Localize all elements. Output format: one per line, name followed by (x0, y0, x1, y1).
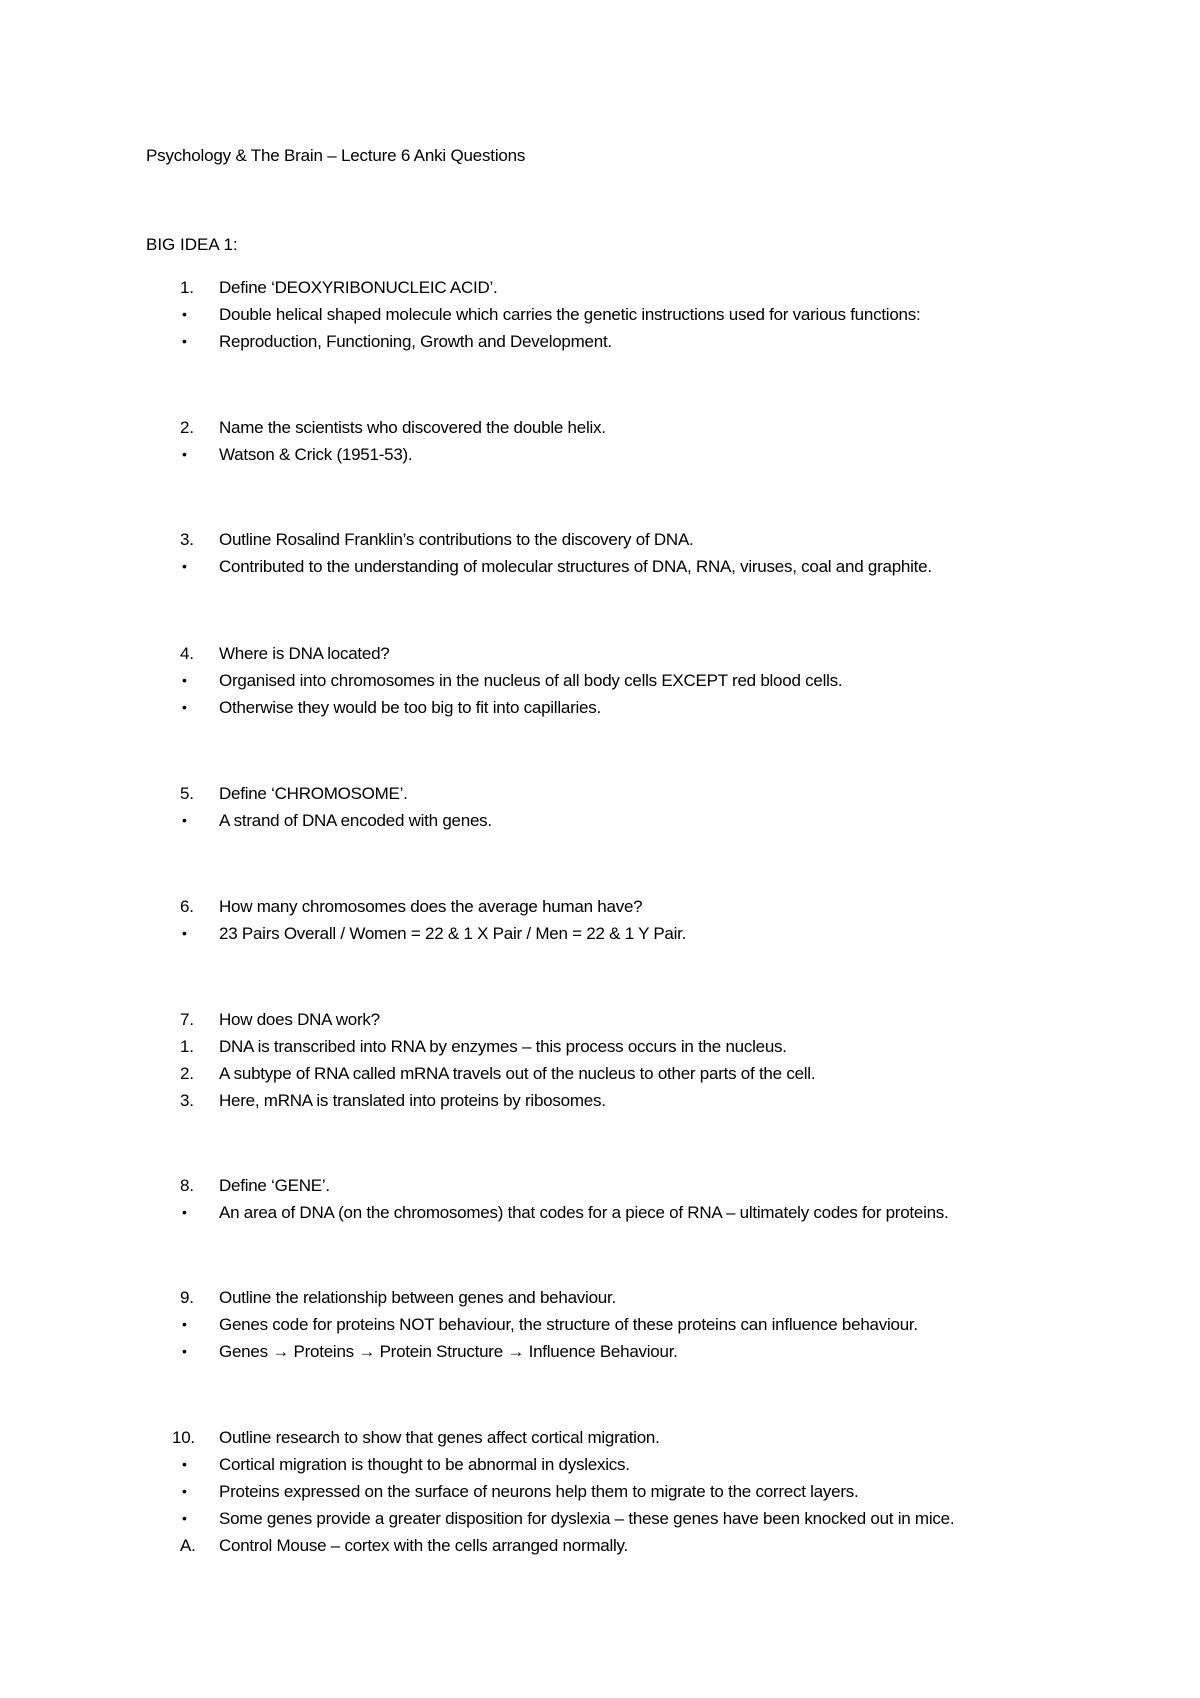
answer-line (0, 328, 1200, 355)
answer-line (0, 694, 1200, 721)
step-number: 3. (180, 1091, 194, 1110)
bullet-marker: • (182, 333, 187, 349)
answer-line (0, 1338, 1200, 1365)
question-line (0, 780, 1200, 807)
step-number: 2. (180, 1064, 194, 1083)
bullet-marker: • (182, 1483, 187, 1499)
answer-text: 23 Pairs Overall / Women = 22 & 1 X Pair / Men = 22 & 1 Y Pair. (219, 924, 687, 943)
question-block-3 (0, 526, 1200, 580)
answer-text: Reproduction, Functioning, Growth and Development. (219, 332, 612, 351)
question-block-9 (0, 1284, 1200, 1365)
bullet-marker: • (182, 558, 187, 574)
question-text: Define ‘CHROMOSOME’. (219, 784, 408, 803)
question-line (0, 1284, 1200, 1311)
document-title: Psychology & The Brain – Lecture 6 Anki Questions (146, 146, 526, 165)
question-line (0, 1424, 1200, 1451)
section-heading: BIG IDEA 1: (146, 235, 238, 254)
question-line (0, 526, 1200, 553)
answer-text: Cortical migration is thought to be abnormal in dyslexics. (219, 1455, 630, 1474)
question-block-8 (0, 1172, 1200, 1226)
answer-line (0, 1033, 1200, 1060)
answer-text: A subtype of RNA called mRNA travels out of the nucleus to other parts of the cell. (219, 1064, 816, 1083)
answer-line (0, 1478, 1200, 1505)
question-block-6 (0, 893, 1200, 947)
answer-line (0, 1505, 1200, 1532)
sub-item-letter: A. (180, 1536, 196, 1555)
step-number: 1. (180, 1037, 194, 1056)
answer-line (0, 667, 1200, 694)
question-text: Where is DNA located? (219, 644, 390, 663)
answer-text: Here, mRNA is translated into proteins by ribosomes. (219, 1091, 606, 1110)
answer-line (0, 553, 1200, 580)
answer-text: An area of DNA (on the chromosomes) that codes for a piece of RNA – ultimately codes for proteins. (219, 1203, 949, 1222)
bullet-marker: • (182, 1316, 187, 1332)
question-number: 7. (180, 1010, 194, 1029)
question-text: Define ‘GENE’. (219, 1176, 330, 1195)
answer-text: Watson & Crick (1951-53). (219, 445, 413, 464)
question-line (0, 274, 1200, 301)
answer-text: DNA is transcribed into RNA by enzymes – this process occurs in the nucleus. (219, 1037, 787, 1056)
question-number: 3. (180, 530, 194, 549)
answer-line (0, 1311, 1200, 1338)
question-block-5 (0, 780, 1200, 834)
bullet-marker: • (182, 925, 187, 941)
question-block-2 (0, 414, 1200, 468)
bullet-marker: • (182, 306, 187, 322)
question-text: How many chromosomes does the average human have? (219, 897, 643, 916)
answer-line (0, 441, 1200, 468)
answer-line (0, 807, 1200, 834)
question-text: Outline research to show that genes affect cortical migration. (219, 1428, 660, 1447)
question-line (0, 640, 1200, 667)
bullet-marker: • (182, 1510, 187, 1526)
question-line (0, 1172, 1200, 1199)
answer-line (0, 1087, 1200, 1114)
question-number: 8. (180, 1176, 194, 1195)
bullet-marker: • (182, 1204, 187, 1220)
bullet-marker: • (182, 699, 187, 715)
question-number: 1. (180, 278, 194, 297)
answer-line (0, 1451, 1200, 1478)
question-line (0, 893, 1200, 920)
question-line (0, 1006, 1200, 1033)
question-text: Outline the relationship between genes and behaviour. (219, 1288, 616, 1307)
question-number: 5. (180, 784, 194, 803)
question-number: 2. (180, 418, 194, 437)
question-block-4 (0, 640, 1200, 721)
answer-text: Organised into chromosomes in the nucleus of all body cells EXCEPT red blood cells. (219, 671, 843, 690)
answer-line (0, 920, 1200, 947)
question-text: Name the scientists who discovered the double helix. (219, 418, 606, 437)
answer-text: Control Mouse – cortex with the cells arranged normally. (219, 1536, 628, 1555)
answer-text: Some genes provide a greater disposition for dyslexia – these genes have been knocked out in mice. (219, 1509, 955, 1528)
answer-text: Otherwise they would be too big to fit into capillaries. (219, 698, 601, 717)
question-line (0, 414, 1200, 441)
bullet-marker: • (182, 812, 187, 828)
bullet-marker: • (182, 1456, 187, 1472)
answer-line (0, 301, 1200, 328)
answer-text: Genes → Proteins → Protein Structure → Influence Behaviour. (219, 1342, 678, 1361)
question-block-7 (0, 1006, 1200, 1114)
question-text: How does DNA work? (219, 1010, 380, 1029)
question-text: Outline Rosalind Franklin’s contributions to the discovery of DNA. (219, 530, 694, 549)
answer-line (0, 1060, 1200, 1087)
question-text: Define ‘DEOXYRIBONUCLEIC ACID’. (219, 278, 498, 297)
answer-text: A strand of DNA encoded with genes. (219, 811, 492, 830)
question-number: 6. (180, 897, 194, 916)
question-number: 4. (180, 644, 194, 663)
answer-text: Double helical shaped molecule which carries the genetic instructions used for various functions: (219, 305, 921, 324)
bullet-marker: • (182, 672, 187, 688)
answer-line (0, 1199, 1200, 1226)
question-number: 9. (180, 1288, 194, 1307)
question-block-10 (0, 1424, 1200, 1559)
answer-text: Genes code for proteins NOT behaviour, the structure of these proteins can influence behaviour. (219, 1315, 918, 1334)
bullet-marker: • (182, 1343, 187, 1359)
bullet-marker: • (182, 446, 187, 462)
answer-line (0, 1532, 1200, 1559)
question-number: 10. (172, 1428, 195, 1447)
answer-text: Contributed to the understanding of molecular structures of DNA, RNA, viruses, coal and graphite. (219, 557, 932, 576)
question-block-1 (0, 274, 1200, 355)
answer-text: Proteins expressed on the surface of neurons help them to migrate to the correct layers. (219, 1482, 859, 1501)
